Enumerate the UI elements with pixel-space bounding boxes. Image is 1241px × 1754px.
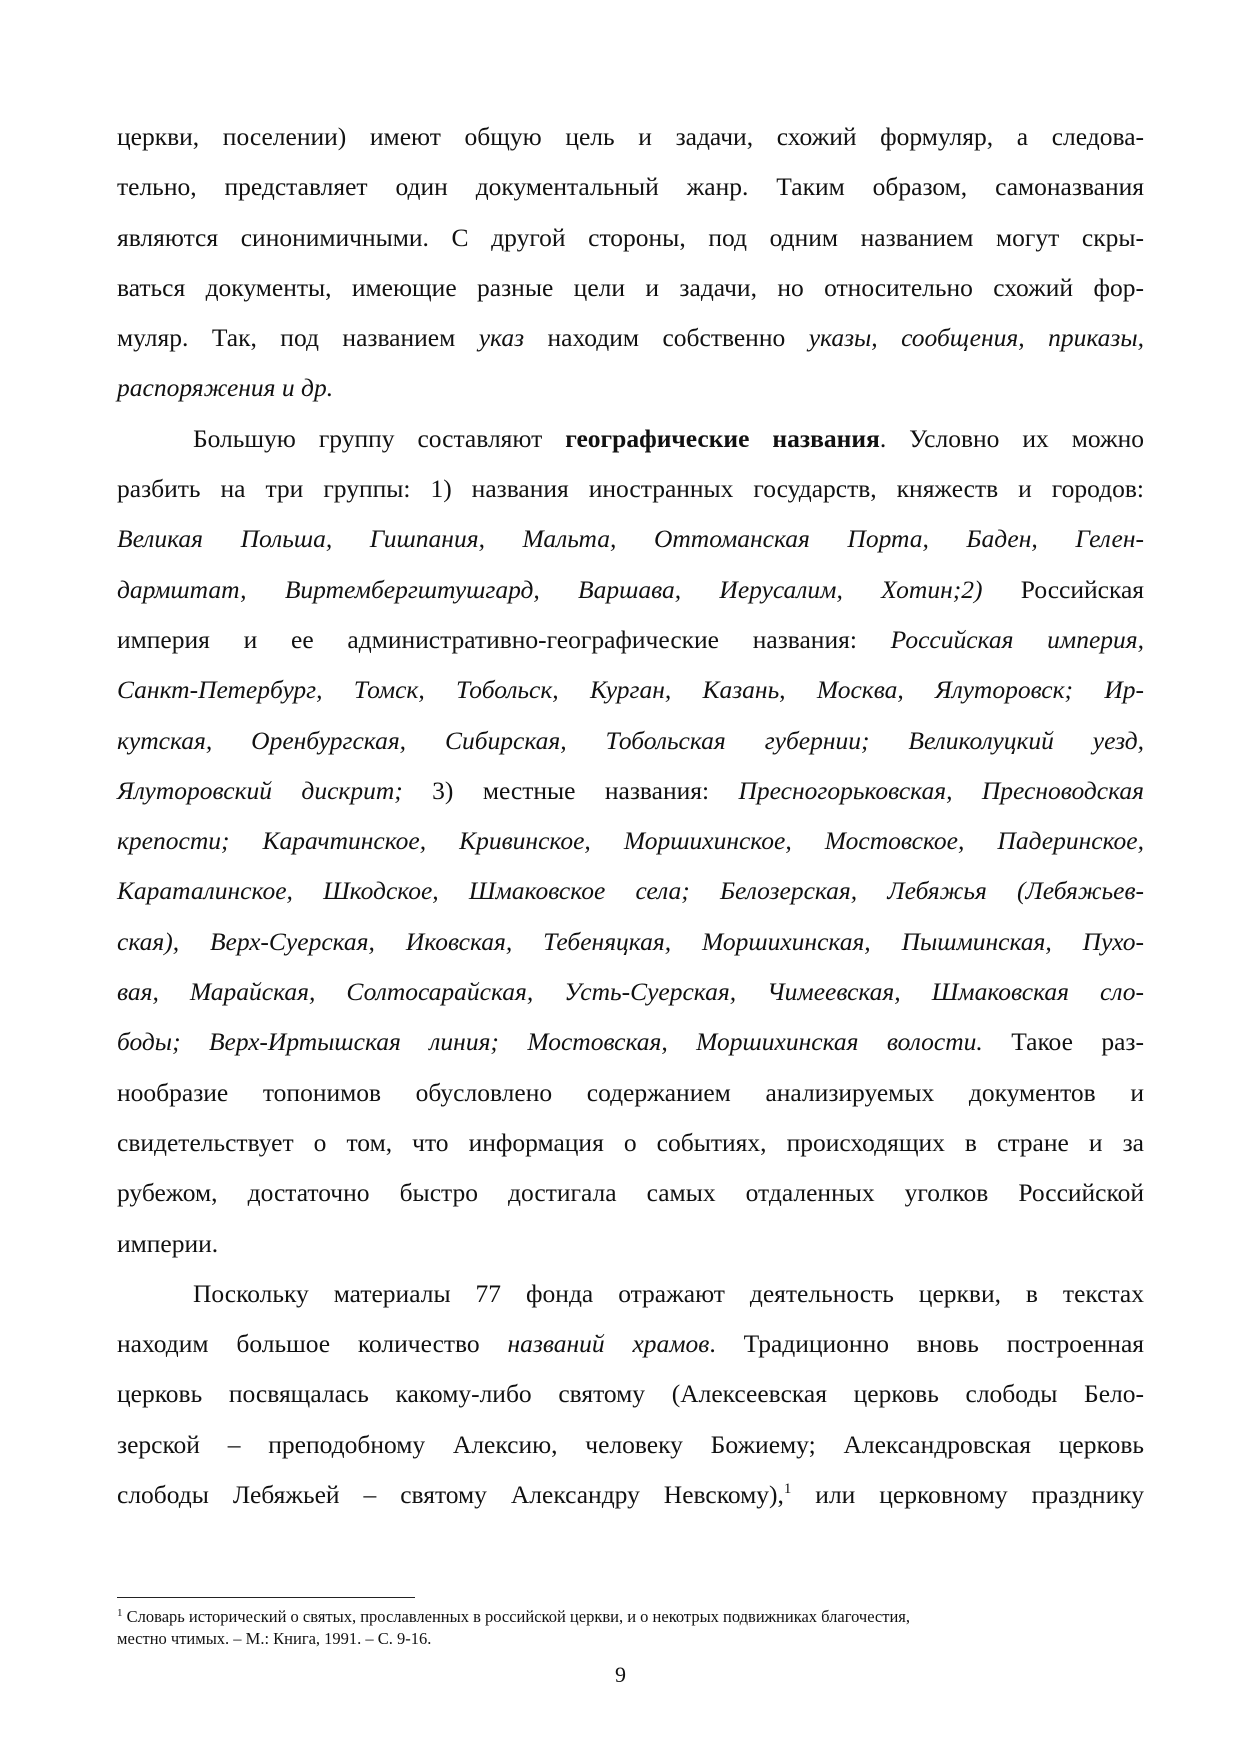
text-line: церкви, поселении) имеют общую цель и задачи, схожий формуляр, а следова-: [117, 122, 1144, 151]
text-line: [117, 414, 1144, 464]
text-line: нообразие топонимов обусловлено содержанием анализируемых документов и: [117, 1077, 1144, 1107]
text-line: крепости; Карачтинское, Кривинское, Моршихинское, Мостовское, Падеринское,: [117, 826, 1144, 856]
text-run: Такое раз-: [982, 1027, 1144, 1057]
footnote-text: Словарь исторический о святых, прославленных в российской церкви, и о некотрых подвижниках благочестия,: [122, 1607, 911, 1626]
text-run: находим большое количество: [117, 1329, 508, 1359]
italic-term: названий храмов: [507, 1329, 710, 1359]
text-run: . Традиционно вновь построенная: [709, 1329, 1145, 1359]
text-run: или церковному празднику: [791, 1480, 1144, 1510]
footnote-marker: 1: [117, 1607, 123, 1619]
text-line: [117, 1470, 1144, 1520]
italic-term: Российская империя,: [890, 624, 1144, 654]
text-line: зерской – преподобному Алексию, человеку Божиему; Александровская церковь: [117, 1429, 1144, 1459]
text-line: империи.: [117, 1228, 219, 1258]
body-text: [117, 112, 1144, 1520]
text-line: ская), Верх-Суерская, Иковская, Тебеняцкая, Моршихинская, Пышминская, Пухо-: [117, 926, 1144, 956]
text-line: [117, 313, 1144, 363]
footnote-line: [117, 1606, 1144, 1628]
text-line: являются синонимичными. С другой стороны, под одним названием могут скры-: [117, 222, 1144, 252]
text-line: [117, 1017, 1144, 1067]
text-line: ваться документы, имеющие разные цели и задачи, но относительно схожий фор-: [117, 272, 1144, 302]
text-line: распоряжения и др.: [117, 373, 334, 403]
bold-term: географические названия: [565, 423, 880, 453]
italic-term: Пресногорьковская, Пресноводская: [738, 775, 1144, 805]
text-line: Поскольку материалы 77 фонда отражают деятельность церкви, в текстах: [193, 1278, 1144, 1308]
text-line: разбить на три группы: 1) названия иностранных государств, княжеств и городов:: [117, 474, 1144, 504]
text-run: империя и ее административно-географические названия:: [117, 624, 891, 654]
text-line: [117, 766, 1144, 816]
italic-term: Ялуторовский дискрит;: [117, 775, 403, 805]
text-run: 3) местные названия:: [402, 775, 739, 805]
footnote-line: местно чтимых. – М.: Книга, 1991. – С. 9-16.: [117, 1629, 432, 1648]
text-line: [117, 615, 1144, 665]
text-line: вая, Марайская, Солтосарайская, Усть-Суерская, Чимеевская, Шмаковская сло-: [117, 977, 1144, 1007]
italic-term: указы, сообщения, приказы,: [808, 323, 1144, 353]
text-run: слободы Лебяжьей – святому Александру Невскому),: [117, 1480, 784, 1510]
text-line: Великая Польша, Гишпания, Мальта, Оттоманская Порта, Баден, Гелен-: [117, 524, 1144, 554]
footnote-separator: [117, 1597, 415, 1598]
footnote: [117, 1606, 1144, 1650]
text-run: Российская: [982, 574, 1144, 604]
text-line: Караталинское, Шкодское, Шмаковское села; Белозерская, Лебяжья (Лебяжьев-: [117, 876, 1144, 906]
text-line: [117, 565, 1144, 615]
text-line: [117, 1319, 1144, 1369]
text-run: . Условно их можно: [879, 423, 1144, 453]
page-number: 9: [615, 1662, 626, 1687]
text-line: кутская, Оренбургская, Сибирская, Тобольская губернии; Великолуцкий уезд,: [117, 725, 1144, 755]
footnote-ref[interactable]: 1: [783, 1481, 792, 1498]
text-line: тельно, представляет один документальный жанр. Таким образом, самоназвания: [117, 172, 1144, 202]
italic-term: боды; Верх-Иртышская линия; Мостовская, Моршихинская волости.: [117, 1027, 983, 1057]
italic-term: дармштат, Виртембергштушгард, Варшава, Иерусалим, Хотин;2): [117, 574, 983, 604]
text-line: рубежом, достаточно быстро достигала самых отдаленных уголков Российской: [117, 1178, 1144, 1208]
text-run: Большую группу составляют: [193, 423, 566, 453]
text-line: церковь посвящалась какому-либо святому (Алексеевская церковь слободы Бело-: [117, 1379, 1144, 1409]
italic-term: указ: [478, 323, 525, 353]
text-run: муляр. Так, под названием: [117, 323, 479, 353]
text-line: Санкт-Петербург, Томск, Тобольск, Курган, Казань, Москва, Ялуторовск; Ир-: [117, 675, 1144, 705]
text-run: находим собственно: [524, 323, 809, 353]
text-line: свидетельствует о том, что информация о событиях, происходящих в стране и за: [117, 1127, 1144, 1157]
